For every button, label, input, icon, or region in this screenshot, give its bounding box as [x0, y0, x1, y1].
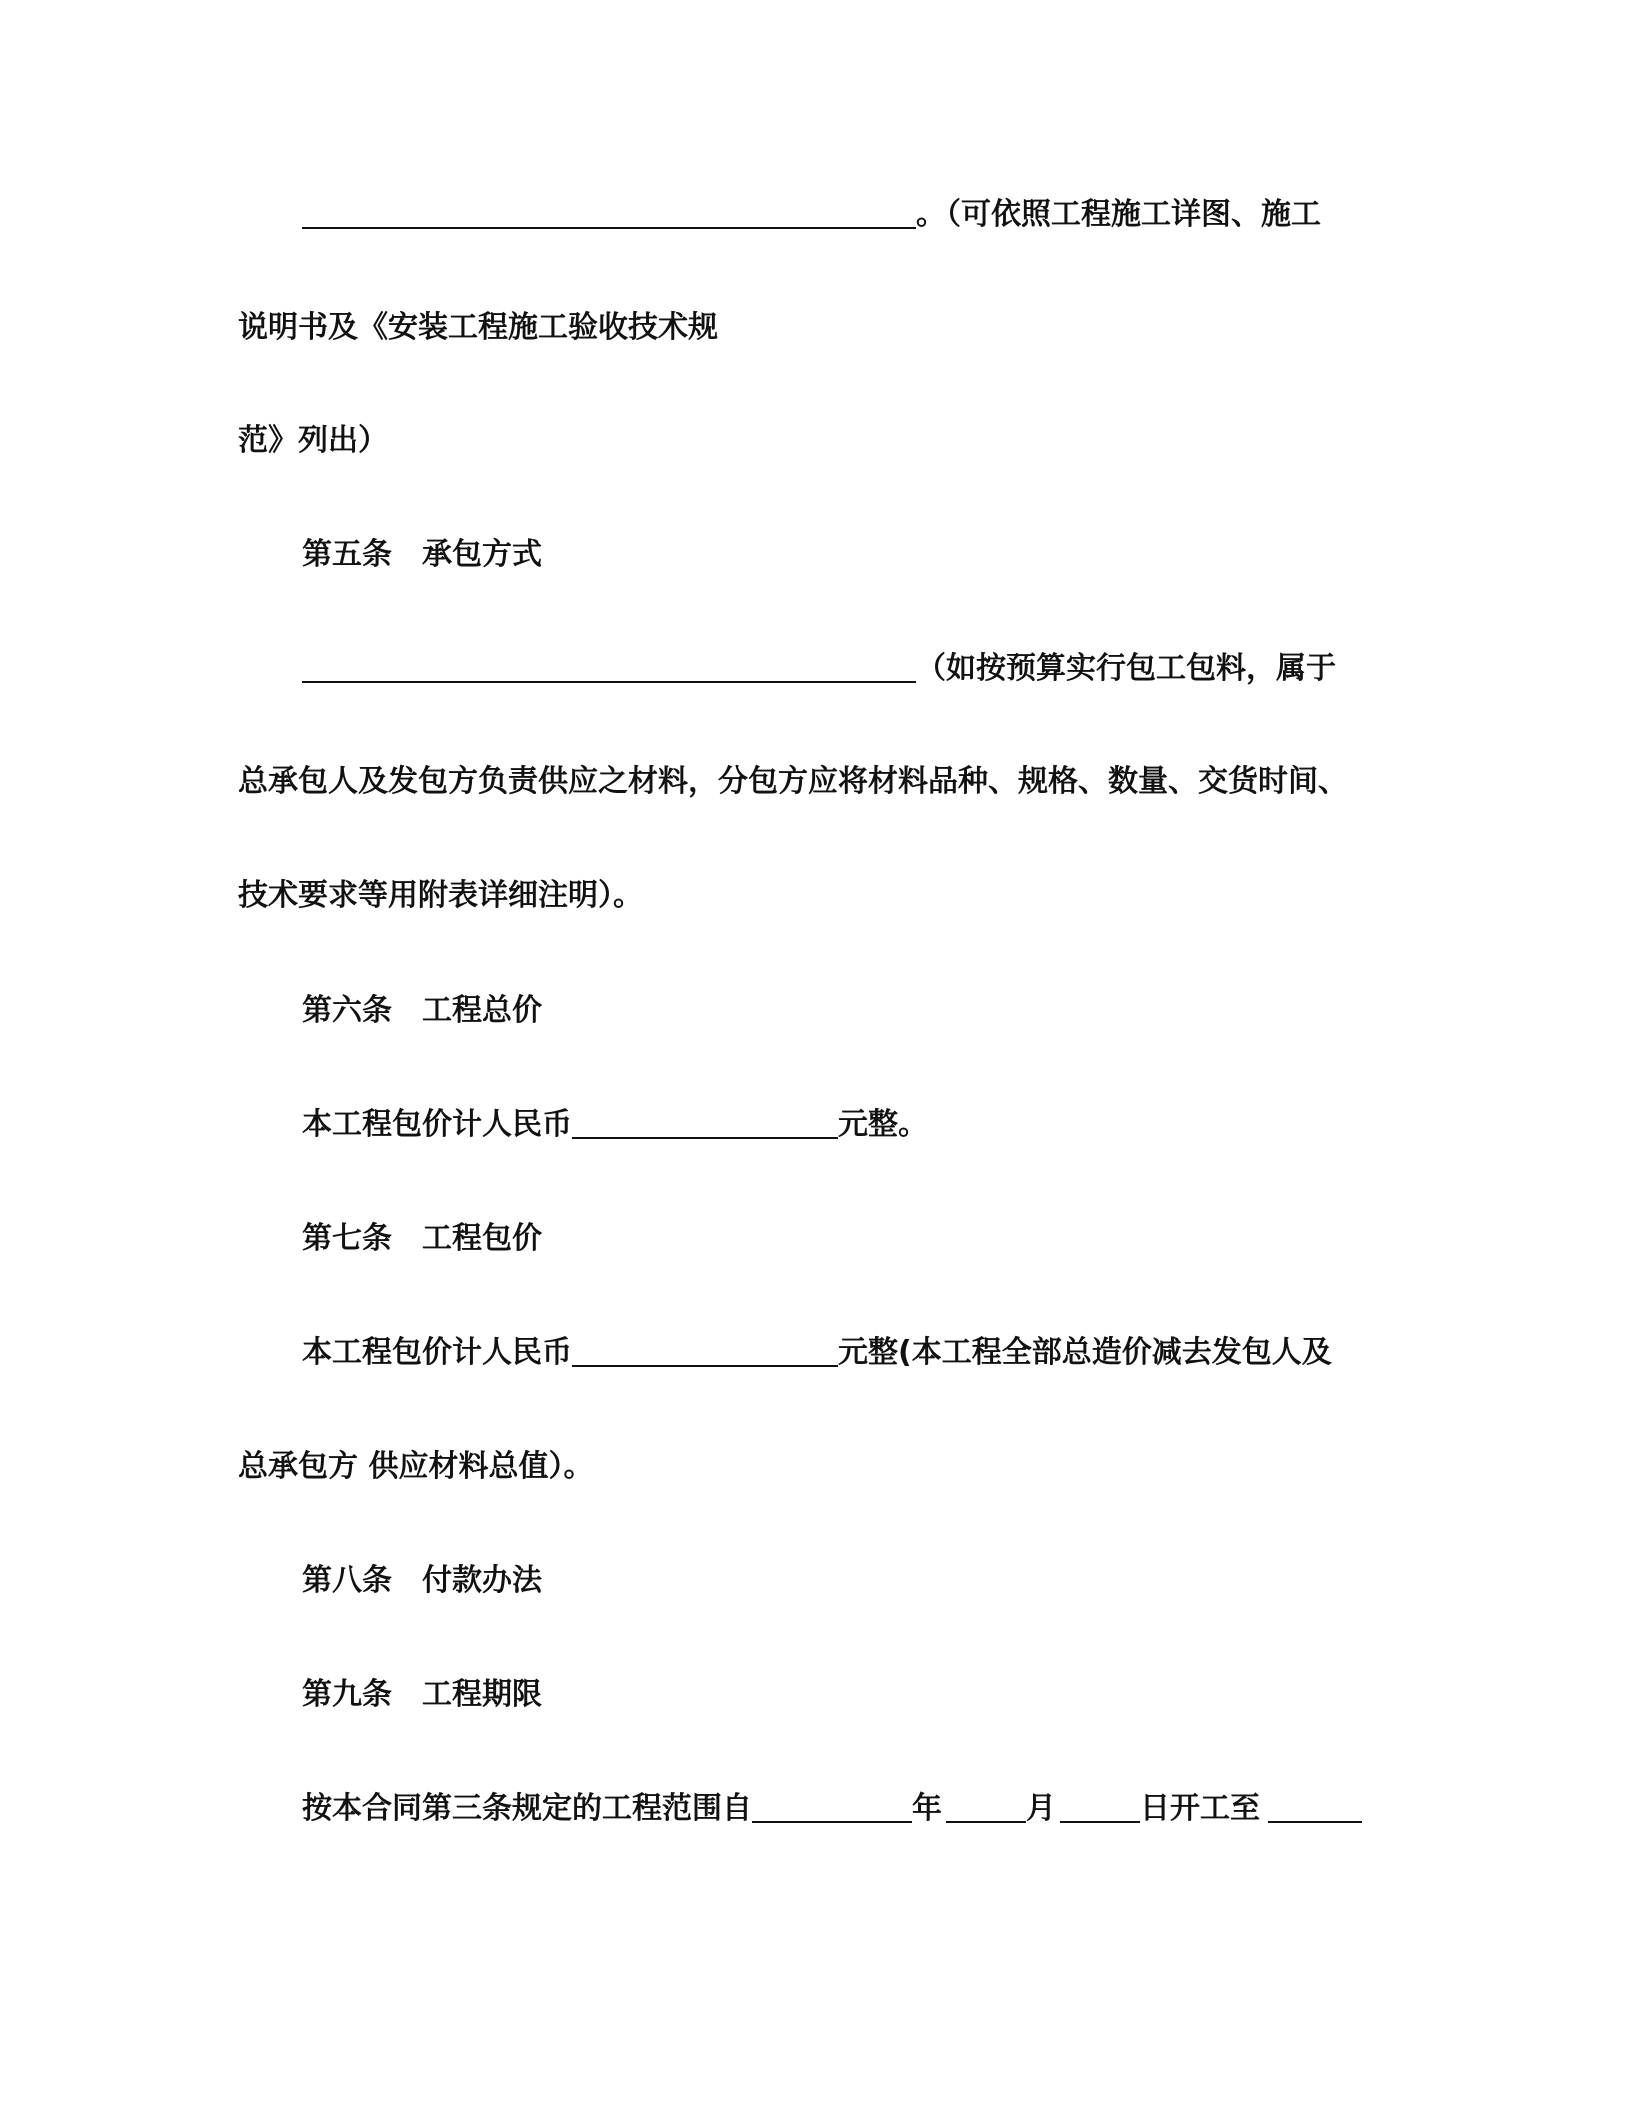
- article-title: 工程总价: [422, 993, 542, 1028]
- line-6: [238, 762, 1348, 802]
- text: 总承包方 供应材料总值）。: [238, 1449, 594, 1484]
- blank-field-start-year[interactable]: [752, 1789, 912, 1823]
- text: 。（可依照工程施工详图、施工: [916, 197, 1321, 232]
- text: 总承包人及发包方负责供应之材料，分包方应将材料品种、规格、数量、交货时间、: [238, 764, 1348, 799]
- blank-field-contract-price[interactable]: [572, 1333, 838, 1367]
- line-2: [238, 308, 718, 348]
- article-title: 承包方式: [422, 537, 542, 572]
- text: 按本合同第三条规定的工程范围自: [302, 1791, 752, 1826]
- article-number: 第九条: [302, 1677, 392, 1712]
- line-3: [238, 421, 388, 461]
- article-title: 工程包价: [422, 1221, 542, 1256]
- blank-field-total-price[interactable]: [572, 1105, 838, 1139]
- article-8-heading: [302, 1561, 542, 1601]
- text: 日开工至: [1140, 1791, 1260, 1826]
- line-11: [302, 1333, 1332, 1373]
- article-title: 工程期限: [422, 1677, 542, 1712]
- article-title: 付款办法: [422, 1563, 542, 1598]
- blank-field-work-scope[interactable]: [302, 195, 916, 229]
- blank-field-start-day[interactable]: [1060, 1789, 1140, 1823]
- article-9-heading: [302, 1675, 542, 1715]
- text: 范》列出）: [238, 423, 388, 458]
- text: 月: [1026, 1791, 1056, 1826]
- text: 说明书及《安装工程施工验收技术规: [238, 310, 718, 345]
- line-9: [302, 1105, 928, 1145]
- line-15: [302, 1789, 1362, 1829]
- article-number: 第八条: [302, 1563, 392, 1598]
- article-5-heading: [302, 535, 542, 575]
- text: 元整(本工程全部总造价减去发包人及: [838, 1335, 1332, 1370]
- article-number: 第六条: [302, 993, 392, 1028]
- text: 年: [912, 1791, 942, 1826]
- line-1: [302, 195, 1321, 235]
- text: （如按预算实行包工包料，属于: [916, 651, 1336, 686]
- text: 本工程包价计人民币: [302, 1107, 572, 1142]
- article-number: 第五条: [302, 537, 392, 572]
- article-number: 第七条: [302, 1221, 392, 1256]
- article-7-heading: [302, 1219, 542, 1259]
- article-6-heading: [302, 991, 542, 1031]
- text: 元整。: [838, 1107, 928, 1142]
- line-7: [238, 876, 643, 916]
- blank-field-contract-method[interactable]: [302, 649, 916, 683]
- text: 技术要求等用附表详细注明）。: [238, 878, 643, 913]
- blank-field-end-date[interactable]: [1268, 1789, 1362, 1823]
- text: 本工程包价计人民币: [302, 1335, 572, 1370]
- line-5: [302, 649, 1336, 689]
- line-12: [238, 1447, 593, 1487]
- blank-field-start-month[interactable]: [946, 1789, 1026, 1823]
